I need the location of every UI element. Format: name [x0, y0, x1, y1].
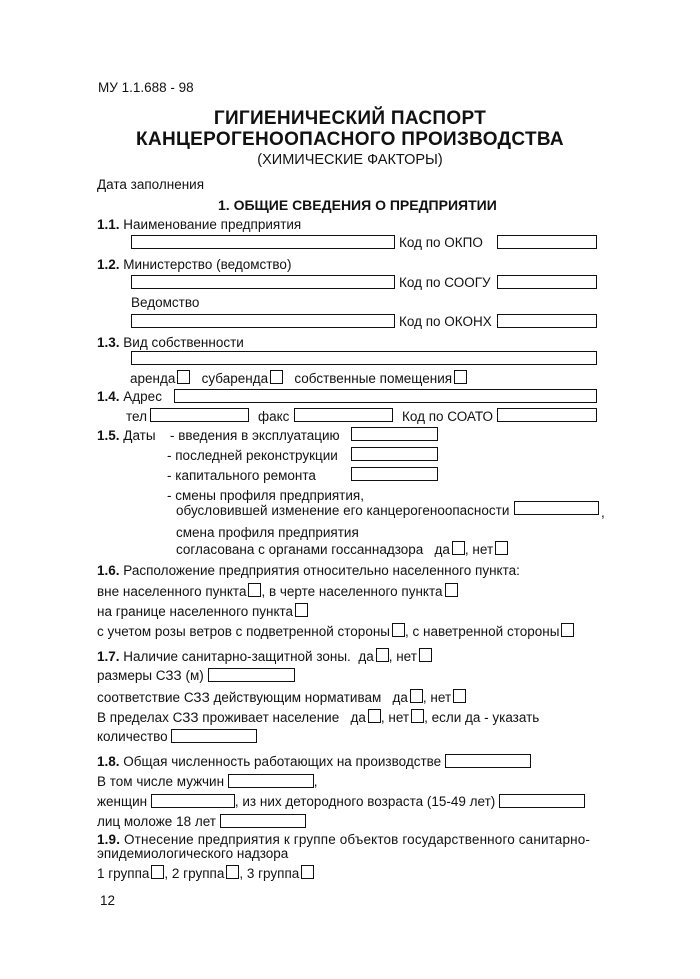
item-number: 1.8. [97, 754, 120, 769]
item-number: 1.6. [97, 563, 120, 578]
agree-row [176, 541, 508, 558]
location-row-1 [97, 583, 458, 600]
minors-label: лиц моложе 18 лет [97, 814, 216, 829]
no-label: , нет [388, 649, 417, 664]
subtitle: (ХИМИЧЕСКИЕ ФАКТОРЫ) [257, 152, 443, 168]
group-2-label: , 2 группа [164, 866, 225, 881]
item-number: 1.2. [97, 257, 120, 272]
sublease-label: субаренда [201, 371, 269, 386]
compliance-no-checkbox[interactable] [453, 689, 466, 703]
population-yes-checkbox[interactable] [368, 709, 381, 723]
group-3-label: , 3 группа [239, 866, 300, 881]
s1-4-label [97, 389, 162, 405]
label: Наименование предприятия [123, 217, 302, 232]
profile-change-date-field[interactable] [514, 501, 599, 515]
phone-label: тел [126, 409, 147, 424]
okpo-field[interactable] [497, 235, 597, 249]
no-label: , нет [464, 542, 494, 557]
label: Вид собственности [123, 335, 244, 350]
minors-field[interactable] [220, 814, 306, 828]
s1-7-label [97, 648, 432, 665]
page-number: 12 [100, 893, 116, 908]
soato-label: Код по СОАТО [402, 409, 494, 424]
rent-checkbox[interactable] [177, 370, 190, 384]
windward-checkbox[interactable] [561, 623, 574, 637]
compliance-yes-checkbox[interactable] [410, 689, 423, 703]
soogu-field[interactable] [497, 275, 597, 289]
men-field[interactable] [228, 774, 314, 788]
group-3-checkbox[interactable] [301, 865, 314, 879]
item-number: 1.1. [97, 217, 120, 232]
okonh-label: Код по ОКОНХ [399, 314, 492, 329]
profile-change-label-b: обусловившей изменение его канцерогеноопасности [176, 503, 510, 518]
address-field[interactable] [174, 389, 597, 403]
s1-5-label [97, 428, 156, 444]
population-count-field[interactable] [171, 729, 257, 743]
windward-label: , с наветренной стороны [404, 624, 560, 639]
location-row-2 [97, 603, 308, 620]
ownership-options [130, 370, 467, 387]
phone-field[interactable] [150, 408, 249, 422]
agree-yes-checkbox[interactable] [452, 541, 465, 555]
yes-label: да [358, 649, 374, 664]
women-field[interactable] [151, 794, 235, 808]
szz-size-field[interactable] [208, 668, 295, 682]
s1-6-label [97, 563, 520, 579]
inside-label: , в черте населенного пункта [261, 584, 443, 599]
population-label: В пределах СЗЗ проживает население [97, 710, 340, 725]
label: Министерство (ведомство) [123, 257, 292, 272]
okonh-field[interactable] [497, 314, 597, 328]
item-number: 1.3. [97, 335, 120, 350]
own-premises-checkbox[interactable] [454, 370, 467, 384]
szz-yes-checkbox[interactable] [376, 648, 389, 662]
doc-code: МУ 1.1.688 - 98 [98, 80, 194, 95]
s1-8-label [97, 754, 531, 770]
label: Общая численность работающих на производстве [123, 754, 442, 769]
reconstruction-label: - последней реконструкции [167, 448, 338, 463]
reconstruction-date-field[interactable] [351, 447, 438, 461]
department-label: Ведомство [131, 295, 200, 310]
own-premises-label: собственные помещения [294, 371, 453, 386]
profile-change-label-a: - смены профиля предприятия, [167, 488, 364, 503]
item-number: 1.9. [97, 832, 121, 847]
s1-1-label [97, 217, 301, 233]
title-line-1: ГИГИЕНИЧЕСКИЙ ПАСПОРТ [213, 108, 487, 129]
overhaul-date-field[interactable] [351, 467, 438, 481]
label: Адрес [123, 389, 162, 404]
s1-2-label [97, 257, 291, 273]
compliance-label: соответствие СЗЗ действующим нормативам [97, 690, 382, 705]
outside-checkbox[interactable] [248, 583, 261, 597]
no-label: , нет [380, 710, 410, 725]
item-number: 1.4. [97, 389, 120, 404]
group-1-checkbox[interactable] [151, 865, 164, 879]
s1-3-label [97, 335, 244, 351]
commissioning-date-field[interactable] [351, 427, 438, 441]
yes-label: да [434, 542, 450, 557]
enterprise-name-field[interactable] [131, 235, 395, 249]
inside-checkbox[interactable] [445, 583, 458, 597]
comma: , [601, 505, 605, 520]
if-yes-label: , если да - указать [424, 710, 540, 725]
label: Отнесение предприятия к группе объектов государственного санитарно- [124, 832, 591, 847]
szz-no-checkbox[interactable] [419, 648, 432, 662]
fertile-age-field[interactable] [499, 794, 585, 808]
overhaul-label: - капитального ремонта [167, 468, 316, 483]
szz-size-label: размеры СЗЗ (м) [97, 668, 204, 683]
group-2-checkbox[interactable] [226, 865, 239, 879]
soato-field[interactable] [497, 408, 597, 422]
border-checkbox[interactable] [295, 603, 308, 617]
sublease-checkbox[interactable] [270, 370, 283, 384]
total-workers-field[interactable] [445, 754, 531, 768]
group-row [97, 865, 314, 882]
border-label: на границе населенного пункта [97, 604, 294, 619]
count-row [97, 729, 257, 745]
label: Наличие санитарно-защитной зоны. [123, 649, 351, 664]
compliance-row [97, 689, 466, 706]
location-row-3 [97, 623, 574, 640]
women-label: женщин [97, 794, 148, 809]
title-line-2: КАНЦЕРОГЕНООПАСНОГО ПРОИЗВОДСТВА [136, 129, 564, 150]
rent-label: аренда [130, 371, 176, 386]
agree-label-a: смена профиля предприятия [176, 525, 359, 540]
okpo-label: Код по ОКПО [399, 235, 483, 250]
yes-label: да [392, 690, 408, 705]
section-heading: 1. ОБЩИЕ СВЕДЕНИЯ О ПРЕДПРИЯТИИ [218, 197, 497, 213]
agree-no-checkbox[interactable] [495, 541, 508, 555]
fax-label: факс [258, 409, 290, 424]
agree-label-b: согласована с органами госсаннадзора [176, 542, 424, 557]
group-1-label: 1 группа [97, 866, 150, 881]
population-row [97, 709, 539, 726]
men-row [97, 774, 318, 790]
item-number: 1.7. [97, 649, 120, 664]
department-field[interactable] [131, 314, 395, 328]
leeward-checkbox[interactable] [392, 623, 405, 637]
label: Расположение предприятия относительно населенного пункта: [123, 563, 520, 578]
commissioning-label: - введения в эксплуатацию [170, 428, 340, 443]
comma: , [313, 774, 318, 789]
fax-field[interactable] [294, 408, 393, 422]
outside-label: вне населенного пункта [97, 584, 247, 599]
label: Даты [123, 428, 156, 443]
leeward-label: с учетом розы ветров с подветренной стороны [97, 624, 390, 639]
item-number: 1.5. [97, 428, 120, 443]
fill-date-label: Дата заполнения [97, 177, 205, 192]
fertile-age-label: , из них детородного возраста (15-49 лет) [234, 794, 496, 809]
men-label: В том числе мужчин [97, 774, 225, 789]
women-row [97, 794, 585, 810]
ministry-field[interactable] [131, 275, 395, 289]
ownership-field[interactable] [131, 351, 597, 365]
szz-size-row [97, 668, 295, 684]
yes-label: да [350, 710, 366, 725]
count-label: количество [97, 729, 168, 744]
population-no-checkbox[interactable] [411, 709, 424, 723]
s1-9-label-b: эпидемиологического надзора [97, 846, 289, 861]
soogu-label: Код по СООГУ [399, 275, 491, 290]
minors-row [97, 814, 306, 830]
no-label: , нет [422, 690, 452, 705]
